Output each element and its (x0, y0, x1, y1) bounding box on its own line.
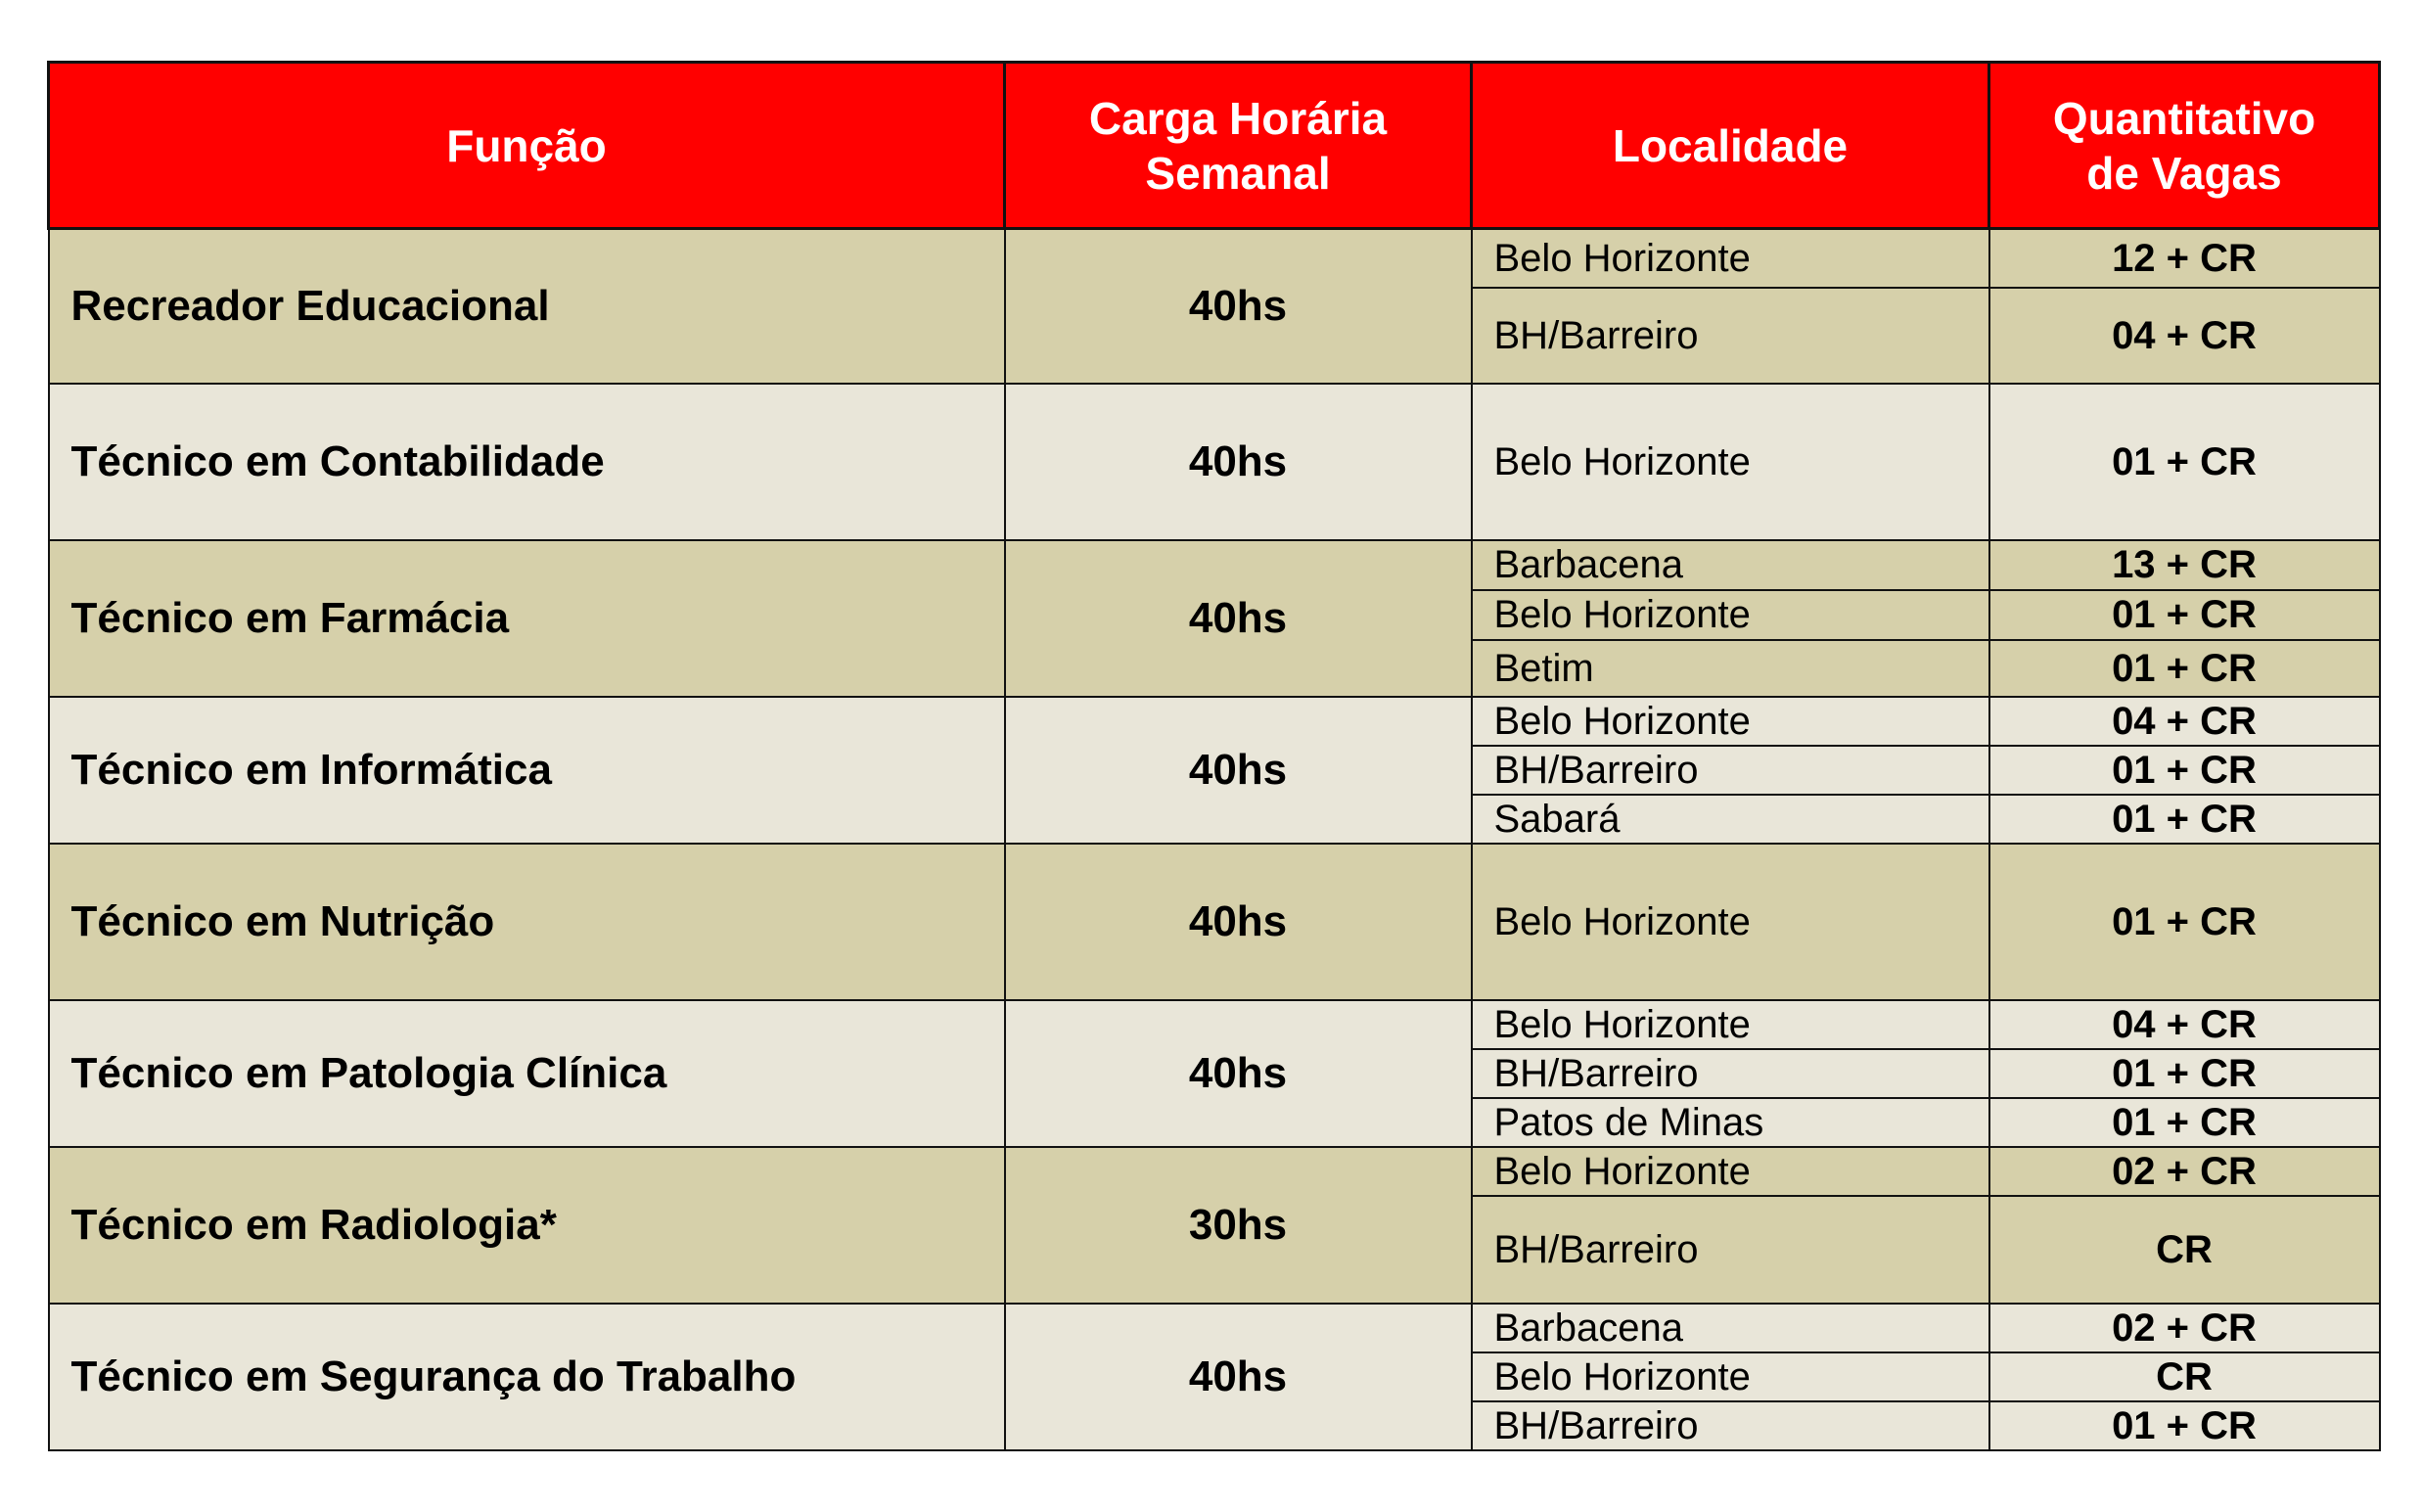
localidade-cell: Belo Horizonte (1472, 1352, 1989, 1401)
localidade-cell: Betim (1472, 640, 1989, 697)
vagas-cell: 13 + CR (1989, 540, 2380, 590)
localidade-cell: Belo Horizonte (1472, 844, 1989, 1000)
carga-horaria-cell: 40hs (1005, 229, 1472, 384)
table-row (49, 844, 2380, 1000)
vagas-cell: 01 + CR (1989, 1049, 2380, 1098)
localidade-cell: BH/Barreiro (1472, 1196, 1989, 1304)
vagas-cell: 01 + CR (1989, 1098, 2380, 1147)
localidade-cell: Belo Horizonte (1472, 697, 1989, 746)
table-row (49, 384, 2380, 540)
vagas-cell: 04 + CR (1989, 697, 2380, 746)
vagas-cell: 01 + CR (1989, 795, 2380, 844)
vagas-cell: 04 + CR (1989, 288, 2380, 384)
localidade-cell: Belo Horizonte (1472, 1000, 1989, 1049)
vagas-cell: 02 + CR (1989, 1304, 2380, 1352)
funcao-cell: Técnico em Farmácia (49, 540, 1005, 697)
vagas-cell: 01 + CR (1989, 844, 2380, 1000)
localidade-cell: Sabará (1472, 795, 1989, 844)
carga-horaria-cell: 40hs (1005, 384, 1472, 540)
funcao-cell: Recreador Educacional (49, 229, 1005, 384)
header-funcao: Função (49, 63, 1005, 229)
vagas-cell: 01 + CR (1989, 384, 2380, 540)
table-row (49, 1000, 2380, 1049)
localidade-cell: Belo Horizonte (1472, 590, 1989, 640)
vagas-cell: 01 + CR (1989, 1401, 2380, 1450)
table-row (49, 229, 2380, 288)
funcao-cell: Técnico em Informática (49, 697, 1005, 844)
localidade-cell: Barbacena (1472, 1304, 1989, 1352)
carga-horaria-cell: 40hs (1005, 1304, 1472, 1450)
localidade-cell: BH/Barreiro (1472, 288, 1989, 384)
table-row (49, 697, 2380, 746)
localidade-cell: Barbacena (1472, 540, 1989, 590)
table-row (49, 1147, 2380, 1196)
funcao-cell: Técnico em Contabilidade (49, 384, 1005, 540)
header-quantitativo: Quantitativo de Vagas (1989, 63, 2380, 229)
vagas-cell: CR (1989, 1352, 2380, 1401)
table-row (49, 1304, 2380, 1352)
vagas-cell: CR (1989, 1196, 2380, 1304)
vacancies-table (47, 61, 2381, 1451)
localidade-cell: Belo Horizonte (1472, 1147, 1989, 1196)
funcao-cell: Técnico em Radiologia* (49, 1147, 1005, 1304)
vagas-cell: 01 + CR (1989, 640, 2380, 697)
table-body (49, 229, 2380, 1450)
localidade-cell: BH/Barreiro (1472, 1401, 1989, 1450)
localidade-cell: Patos de Minas (1472, 1098, 1989, 1147)
header-carga-horaria: Carga Horária Semanal (1005, 63, 1472, 229)
header-localidade: Localidade (1472, 63, 1989, 229)
vagas-cell: 02 + CR (1989, 1147, 2380, 1196)
vagas-cell: 12 + CR (1989, 229, 2380, 288)
localidade-cell: Belo Horizonte (1472, 384, 1989, 540)
localidade-cell: BH/Barreiro (1472, 1049, 1989, 1098)
funcao-cell: Técnico em Segurança do Trabalho (49, 1304, 1005, 1450)
funcao-cell: Técnico em Patologia Clínica (49, 1000, 1005, 1147)
funcao-cell: Técnico em Nutrição (49, 844, 1005, 1000)
carga-horaria-cell: 40hs (1005, 1000, 1472, 1147)
carga-horaria-cell: 40hs (1005, 844, 1472, 1000)
header-row (49, 63, 2380, 229)
carga-horaria-cell: 30hs (1005, 1147, 1472, 1304)
localidade-cell: BH/Barreiro (1472, 746, 1989, 795)
vagas-cell: 01 + CR (1989, 746, 2380, 795)
vagas-cell: 04 + CR (1989, 1000, 2380, 1049)
vagas-cell: 01 + CR (1989, 590, 2380, 640)
carga-horaria-cell: 40hs (1005, 540, 1472, 697)
table-row (49, 540, 2380, 590)
carga-horaria-cell: 40hs (1005, 697, 1472, 844)
localidade-cell: Belo Horizonte (1472, 229, 1989, 288)
